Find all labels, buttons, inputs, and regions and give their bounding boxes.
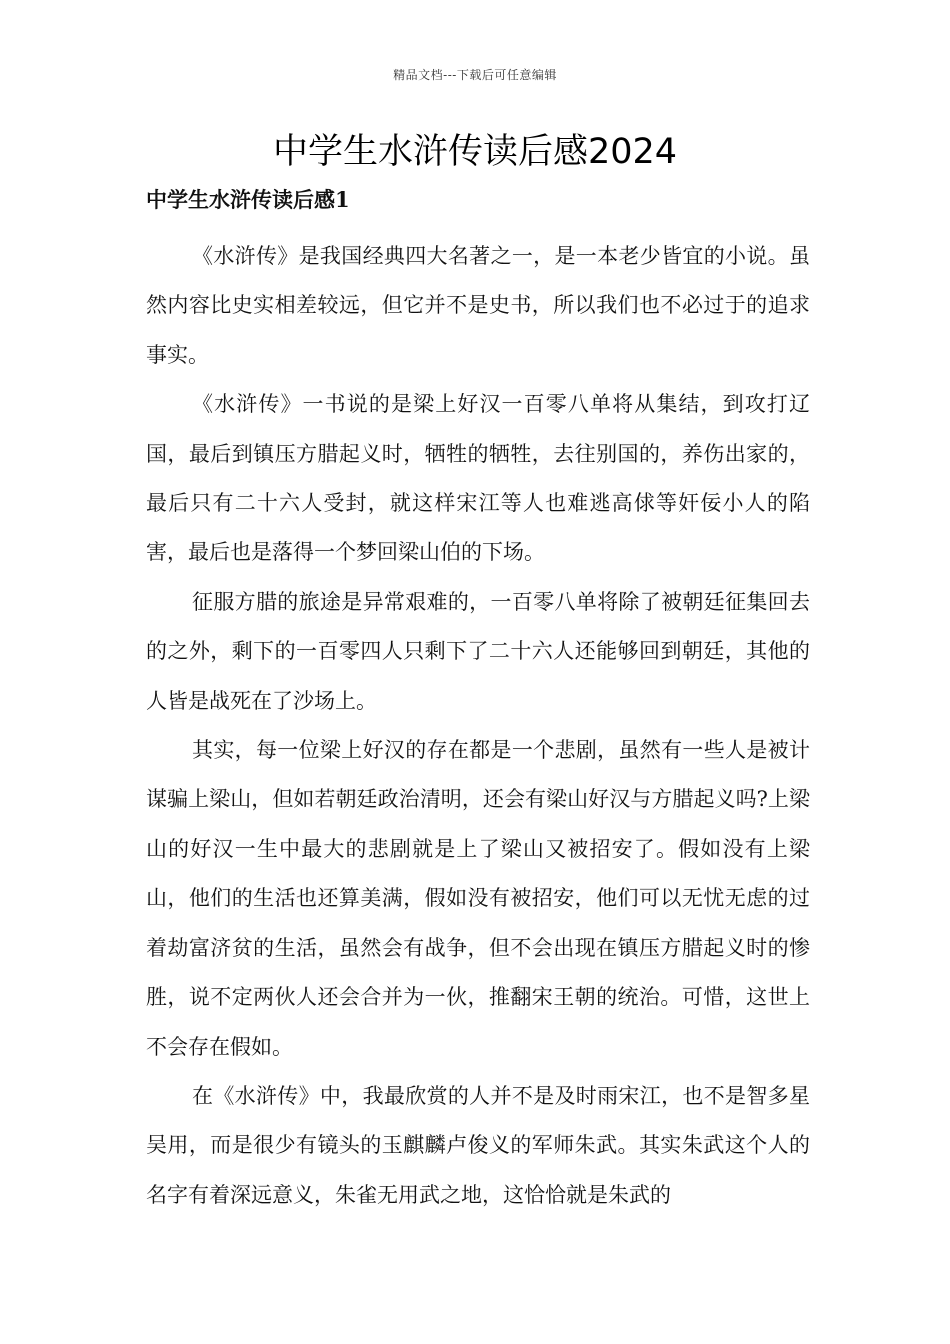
- paragraph-5: 在《水浒传》中，我最欣赏的人并不是及时雨宋江，也不是智多星吴用，而是很少有镜头的玉麒麟卢俊义的军师朱武。其实朱武这个人的名字有着深远意义，朱雀无用武之地，这恰恰就是朱武的: [146, 1083, 810, 1207]
- document-body: [146, 232, 810, 1220]
- section-heading: 中学生水浒传读后感1: [146, 187, 350, 212]
- header-note: 精品文档---下载后可任意编辑: [393, 68, 557, 82]
- document-title: 中学生水浒传读后感2024: [272, 132, 678, 172]
- paragraph-1: 《水浒传》是我国经典四大名著之一，是一本老少皆宜的小说。虽然内容比史实相差较远，但它并不是史书，所以我们也不必过于的追求事实。: [146, 244, 810, 367]
- paragraph-3: 征服方腊的旅途是异常艰难的，一百零八单将除了被朝廷征集回去的之外，剩下的一百零四人只剩下了二十六人还能够回到朝廷，其他的人皆是战死在了沙场上。: [146, 589, 810, 713]
- paragraph-4: 其实，每一位梁上好汉的存在都是一个悲剧，虽然有一些人是被计谋骗上梁山，但如若朝廷政治清明，还会有梁山好汉与方腊起义吗?上梁山的好汉一生中最大的悲剧就是上了梁山又被招安了。假如没有上梁山，他们的生活也还算美满，假如没有被招安，他们可以无忧无虑的过着劫富济贫的生活，虽然会有战争，但不会出现在镇压方腊起义时的惨胜，说不定两伙人还会合并为一伙，推翻宋王朝的统治。可惜，这世上不会存在假如。: [146, 738, 810, 1059]
- paragraph-2: 《水浒传》一书说的是梁上好汉一百零八单将从集结，到攻打辽国，最后到镇压方腊起义时，牺牲的牺牲，去往别国的，养伤出家的，最后只有二十六人受封，就这样宋江等人也难逃高俅等奸佞小人的陷害，最后也是落得一个梦回梁山伯的下场。: [146, 392, 810, 565]
